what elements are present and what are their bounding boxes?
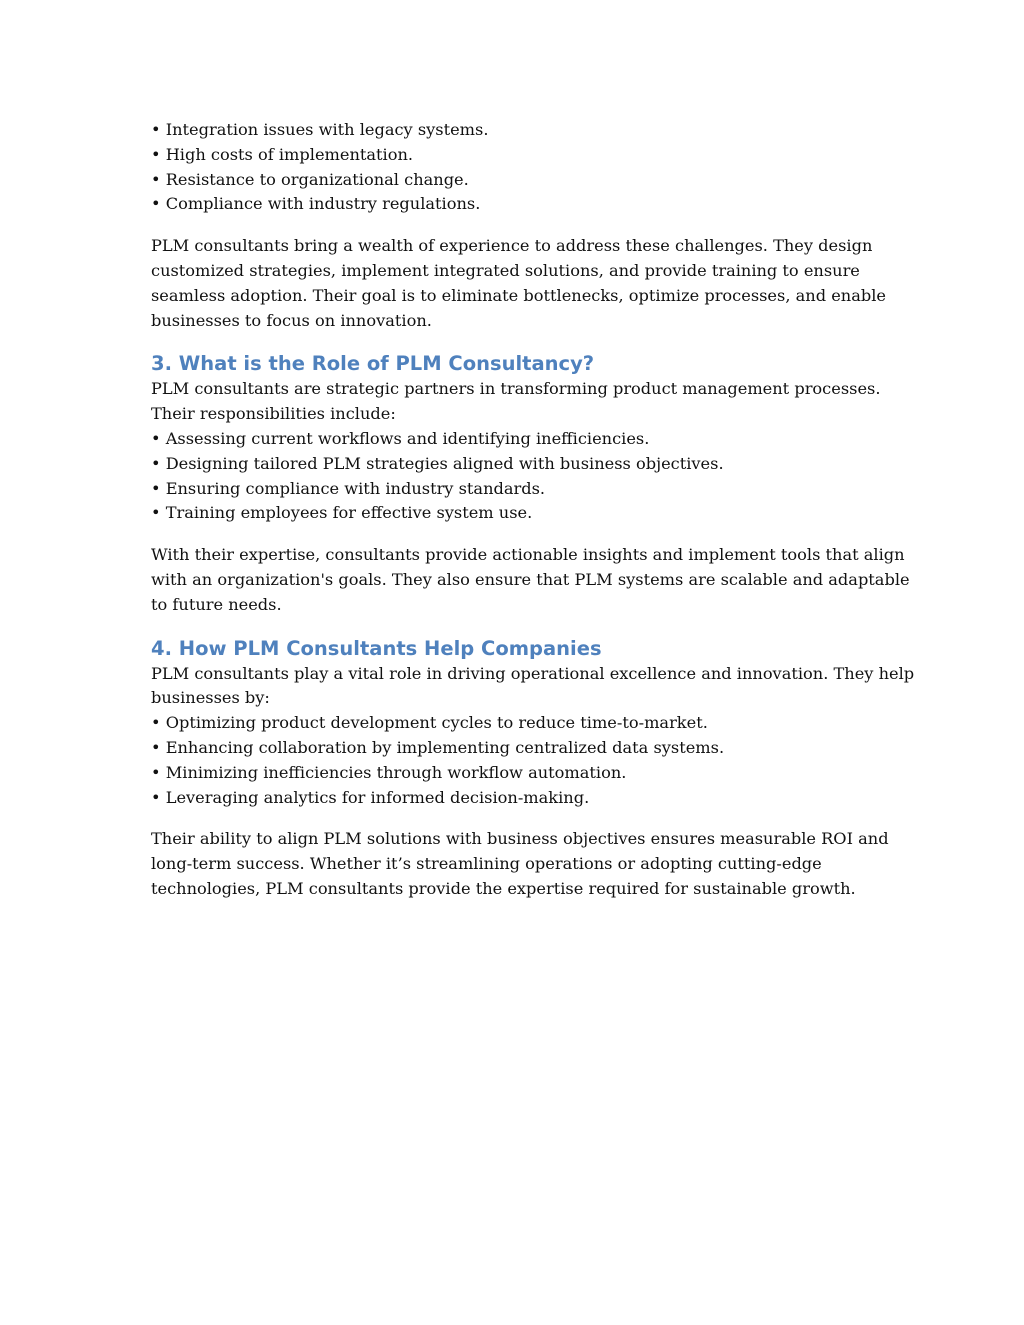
spacer <box>151 217 881 234</box>
paragraph-line: with an organization's goals. They also ensure that PLM systems are scalable and adaptable <box>151 569 910 589</box>
paragraph-line: technologies, PLM consultants provide the expertise required for sustainable growth. <box>151 878 856 898</box>
paragraph-line: seamless adoption. Their goal is to eliminate bottlenecks, optimize processes, and enable <box>151 285 886 305</box>
section-3-heading: 3. What is the Role of PLM Consultancy? <box>151 352 595 376</box>
paragraph-line: Their ability to align PLM solutions with business objectives ensures measurable ROI and <box>151 829 889 849</box>
paragraph-line: businesses to focus on innovation. <box>151 310 432 330</box>
list-item: • Ensuring compliance with industry standards. <box>151 478 546 498</box>
list-item: • Integration issues with legacy systems. <box>151 120 489 139</box>
section-3-bullet-list <box>151 427 881 526</box>
section-4-heading: 4. How PLM Consultants Help Companies <box>151 636 602 660</box>
list-item: • High costs of implementation. <box>151 144 414 164</box>
spacer <box>151 333 881 350</box>
paragraph-line: PLM consultants are strategic partners in transforming product management processes. <box>151 379 881 399</box>
spacer <box>151 526 881 543</box>
section-3-intro <box>151 377 881 427</box>
list-item: • Minimizing inefficiencies through workflow automation. <box>151 762 627 782</box>
paragraph-line: customized strategies, implement integrated solutions, and provide training to ensure <box>151 260 860 280</box>
paragraph-line: With their expertise, consultants provide actionable insights and implement tools that align <box>151 545 905 565</box>
list-item: • Enhancing collaboration by implementing centralized data systems. <box>151 737 725 757</box>
list-item: • Designing tailored PLM strategies aligned with business objectives. <box>151 453 724 473</box>
list-item: • Resistance to organizational change. <box>151 169 469 189</box>
intro-paragraph <box>151 234 886 333</box>
spacer <box>151 618 881 635</box>
section-3-paragraph <box>151 543 910 617</box>
intro-bullet-list <box>151 118 881 217</box>
list-item: • Leveraging analytics for informed decision-making. <box>151 787 590 807</box>
document-page <box>151 118 915 902</box>
section-4-paragraph <box>151 827 889 901</box>
paragraph-line: businesses by: <box>151 688 270 708</box>
section-4-intro <box>151 662 915 712</box>
paragraph-line: Their responsibilities include: <box>151 404 396 424</box>
paragraph-line: PLM consultants bring a wealth of experience to address these challenges. They design <box>151 236 873 256</box>
spacer <box>151 810 881 827</box>
list-item: • Assessing current workflows and identifying inefficiencies. <box>151 428 650 448</box>
list-item: • Optimizing product development cycles to reduce time-to-market. <box>151 713 708 733</box>
paragraph-line: long-term success. Whether it’s streamlining operations or adopting cutting-edge <box>151 854 822 874</box>
list-item: • Training employees for effective system use. <box>151 503 533 523</box>
paragraph-line: PLM consultants play a vital role in driving operational excellence and innovation. They help <box>151 663 915 683</box>
list-item: • Compliance with industry regulations. <box>151 194 481 214</box>
section-4-bullet-list <box>151 711 881 810</box>
paragraph-line: to future needs. <box>151 594 282 614</box>
